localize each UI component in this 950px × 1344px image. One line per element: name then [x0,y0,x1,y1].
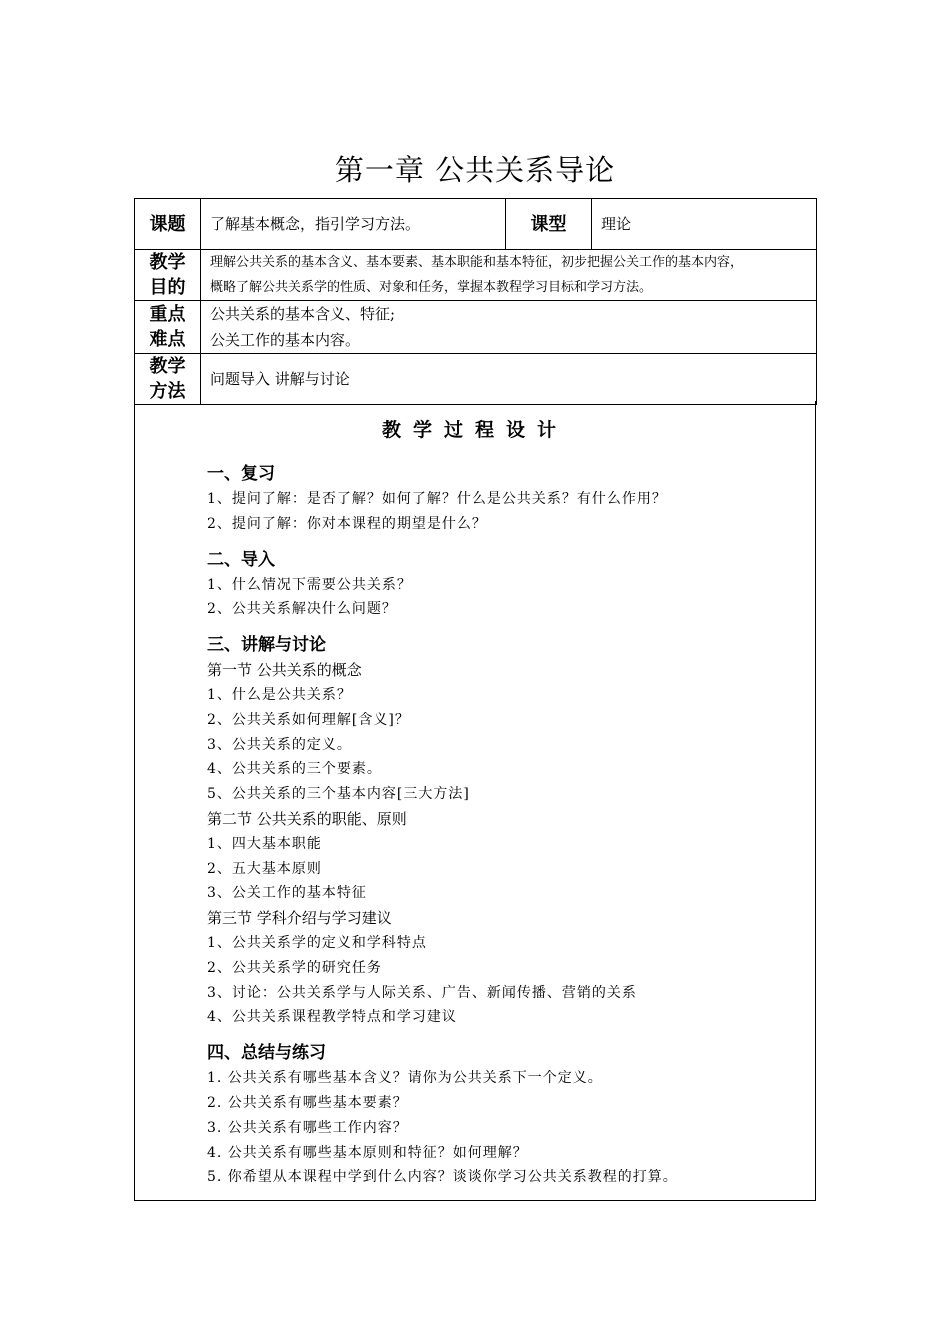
list-item: 1、什么情况下需要公共关系？ [207,576,412,593]
subsection-title: 第三节 学科介绍与学习建议 [207,909,392,928]
topic-label: 课题 [135,199,201,250]
subsection-title: 第二节 公共关系的职能、原则 [207,809,407,828]
goal-row [135,250,817,301]
focus-value [201,301,817,354]
goal-label [135,250,201,301]
list-item: 3. 公共关系有哪些工作内容？ [207,1119,408,1136]
section-heading: 三、讲解与讨论 [207,635,326,656]
topic-row [135,199,817,250]
goal-label-line: 教学 [149,252,186,273]
goal-line: 概略了解公共关系学的性质、对象和任务，掌握本教程学习目标和学习方法。 [210,280,653,295]
list-item: 5、公共关系的三个基本内容[三大方法] [207,786,470,803]
list-item: 1、公共关系学的定义和学科特点 [207,934,427,951]
focus-line: 公共关系的基本含义、特征; [210,305,396,323]
list-item: 1、四大基本职能 [207,835,322,852]
list-item: 1、提问了解：是否了解？如何了解？什么是公共关系？有什么作用？ [207,491,667,507]
focus-line: 公关工作的基本内容。 [210,331,361,349]
topic-value: 了解基本概念，指引学习方法。 [201,199,506,250]
goal-value [201,250,817,301]
list-item: 2、五大基本原则 [207,860,322,877]
focus-row [135,301,817,354]
process-title: 教学过程设计 [381,419,568,441]
list-item: 1. 公共关系有哪些基本含义？请你为公共关系下一个定义。 [207,1070,603,1087]
focus-label-line: 重点 [149,304,186,325]
list-item: 2、公共关系如何理解[含义]？ [207,711,410,728]
type-value: 理论 [592,199,817,250]
focus-label-line: 难点 [149,329,186,350]
list-item: 4、公共关系课程教学特点和学习建议 [207,1009,457,1026]
method-label-line: 教学 [149,356,186,377]
focus-label [135,301,201,354]
section-heading: 四、总结与练习 [207,1043,326,1064]
list-item: 5. 你希望从本课程中学到什么内容？谈谈你学习公共关系教程的打算。 [207,1169,678,1186]
goal-line: 理解公共关系的基本含义、基本要素、基本职能和基本特征，初步把握公关工作的基本内容， [210,255,744,270]
type-label: 课型 [506,199,592,250]
section-heading: 一、复习 [207,464,275,484]
subsection-title: 第一节 公共关系的概念 [207,661,362,680]
method-value: 问题导入 讲解与讨论 [201,354,817,405]
list-item: 4、公共关系的三个要素。 [207,761,382,778]
section-heading: 二、导入 [207,549,275,570]
process-content [207,461,805,1190]
list-item: 1、什么是公共关系？ [207,686,352,703]
list-item: 3、公关工作的基本特征 [207,885,367,902]
list-item: 4. 公共关系有哪些基本原则和特征？如何理解？ [207,1144,528,1161]
method-label [135,354,201,405]
lesson-info-table [134,198,817,405]
teaching-process-box [134,401,816,1201]
list-item: 2. 公共关系有哪些基本要素？ [207,1094,408,1111]
method-label-line: 方法 [149,381,186,402]
list-item: 2、公共关系学的研究任务 [207,959,382,976]
method-row [135,354,817,405]
goal-label-line: 目的 [149,277,186,298]
list-item: 2、公共关系解决什么问题？ [207,601,397,618]
list-item: 3、公共关系的定义。 [207,736,352,753]
list-item: 3、讨论：公共关系学与人际关系、广告、新闻传播、营销的关系 [207,984,637,1001]
page-title: 第一章 公共关系导论 [334,153,616,187]
list-item: 2、提问了解：你对本课程的期望是什么？ [207,515,487,532]
